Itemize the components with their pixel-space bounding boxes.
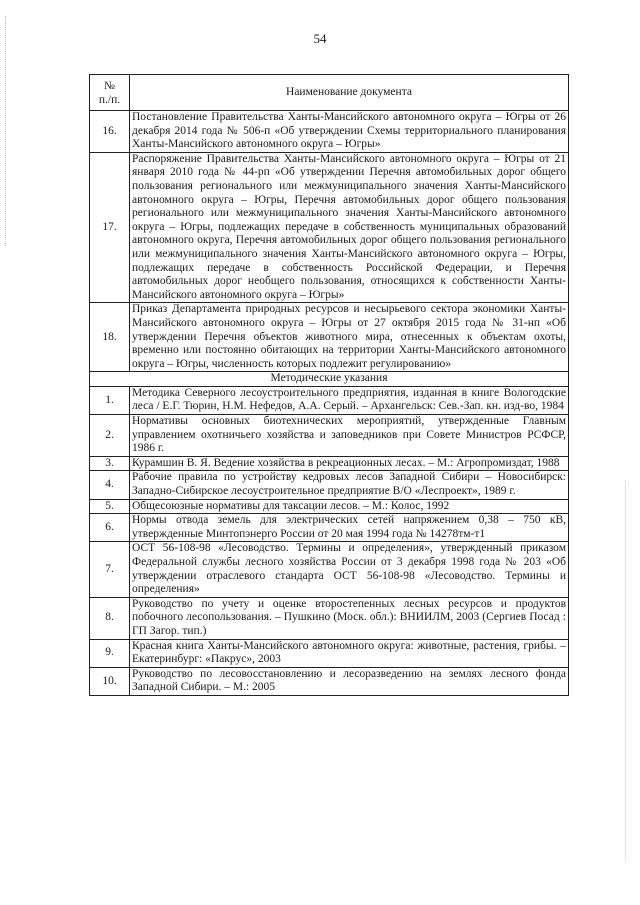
row-number: 8. — [90, 597, 130, 639]
table-row — [90, 415, 569, 457]
row-number: 4. — [90, 471, 130, 499]
table-row — [90, 152, 569, 303]
row-text: Рабочие правила по устройству кедровых лесов Западной Сибири – Новосибирск: Западно-Сибирское лесоустроительное предприятие В/О «Леспроект», 1989 г. — [130, 471, 569, 499]
row-text: Курамшин В. Я. Ведение хозяйства в рекреационных лесах. – М.: Агропромиздат, 1988 — [130, 456, 569, 471]
row-text: Руководство по лесовосстановлению и лесоразведению на землях лесного фонда Западной Сибири. – М.: 2005 — [130, 667, 569, 695]
table-row — [90, 111, 569, 153]
table-row — [90, 542, 569, 597]
row-text: Красная книга Ханты-Мансийского автономного округа: животные, растения, грибы. – Екатеринбург: «Пакрус», 2003 — [130, 639, 569, 667]
row-number: 9. — [90, 639, 130, 667]
row-number: 3. — [90, 456, 130, 471]
row-number: 16. — [90, 111, 130, 153]
table-row — [90, 597, 569, 639]
row-number: 10. — [90, 667, 130, 695]
row-number: 6. — [90, 514, 130, 542]
row-text: ОСТ 56-108-98 «Лесоводство. Термины и определения», утвержденный приказом Федеральной службы лесного хозяйства России от 3 декабря 1998 года № 203 «Об утверждении отраслевого стандарта ОСТ 56-108-98 «Лесоводство. Термины и определения» — [130, 542, 569, 597]
row-text: Распоряжение Правительства Ханты-Мансийского автономного округа – Югры от 21 января 2010 года № 44-рп «Об утверждении Перечня автомобильных дорог общего пользования регионального или межмуниципального значения Ханты-Мансийского автономного округа – Югры, Перечня автомобильных дорог общего пользования регионального или межмуниципального значения Ханты-Мансийского автономного округа – Югры, подлежащих передаче в собственность муниципальных образований автономного округа, Перечня автомобильных дорог общего пользования регионального или межмуниципального значения Ханты-Мансийского автономного округа – Югры, подлежащих передаче в собственность Российской Федерации, и Перечня автомобильных дорог необщего пользования, относящихся к собственности Ханты-Мансийского автономного округа – Югры» — [130, 152, 569, 303]
row-number: 5. — [90, 499, 130, 514]
row-number: 1. — [90, 386, 130, 414]
row-text: Общесоюзные нормативы для таксации лесов. – М.: Колос, 1992 — [130, 499, 569, 514]
row-number: 18. — [90, 303, 130, 372]
table-row — [90, 386, 569, 414]
column-header-number — [90, 75, 130, 111]
table-row — [90, 303, 569, 372]
table-row — [90, 514, 569, 542]
section-row — [90, 372, 569, 387]
table-row — [90, 499, 569, 514]
scan-margin-mark — [625, 480, 627, 860]
page-number: 54 — [313, 31, 327, 46]
row-text: Нормы отвода земель для электрических сетей напряжением 0,38 – 750 кВ, утвержденные Минтопэнерго России от 20 мая 1994 года № 14278тм-т1 — [130, 514, 569, 542]
table-row — [90, 456, 569, 471]
row-number: 7. — [90, 542, 130, 597]
table-header-row — [90, 75, 569, 111]
row-text: Методика Северного лесоустроительного предприятия, изданная в книге Вологодские леса / Е.Г. Тюрин, Н.М. Нефедов, А.А. Серый. – Архангельск: Сев.-Зап. кн. изд-во, 1984 — [130, 386, 569, 414]
table-row — [90, 471, 569, 499]
row-text: Приказ Департамента природных ресурсов и несырьевого сектора экономики Ханты-Мансийского автономного округа – Югры от 27 октября 2015 года № 31-нп «Об утверждении Перечня объектов животного мира, отнесенных к объектам охоты, временно или постоянно обитающих на территории Ханты-Мансийского автономного округа – Югры, численность которых подлежит регулированию» — [130, 303, 569, 372]
row-text: Постановление Правительства Ханты-Мансийского автономного округа – Югры от 26 декабря 2014 года № 506-п «Об утверждении Схемы территориального планирования Ханты-Мансийского автономного округа – Югры» — [130, 111, 569, 153]
column-header-title: Наименование документа — [130, 75, 569, 111]
column-header-number-text: № п./п. — [98, 79, 121, 106]
row-text: Руководство по учету и оценке второстепенных лесных ресурсов и продуктов побочного лесопользования. – Пушкино (Моск. обл.): ВНИИЛМ, 2003 (Сергиев Посад : ГП Загор. тип.) — [130, 597, 569, 639]
row-text: Нормативы основных биотехнических мероприятий, утвержденные Главным управлением охотничьего хозяйства и заповедников при Совете Министров РСФСР, 1986 г. — [130, 415, 569, 457]
scan-margin-mark — [5, 16, 7, 246]
row-number: 17. — [90, 152, 130, 303]
documents-table — [89, 74, 569, 696]
table-row — [90, 667, 569, 695]
row-number: 2. — [90, 415, 130, 457]
section-title: Методические указания — [90, 372, 569, 387]
table-row — [90, 639, 569, 667]
